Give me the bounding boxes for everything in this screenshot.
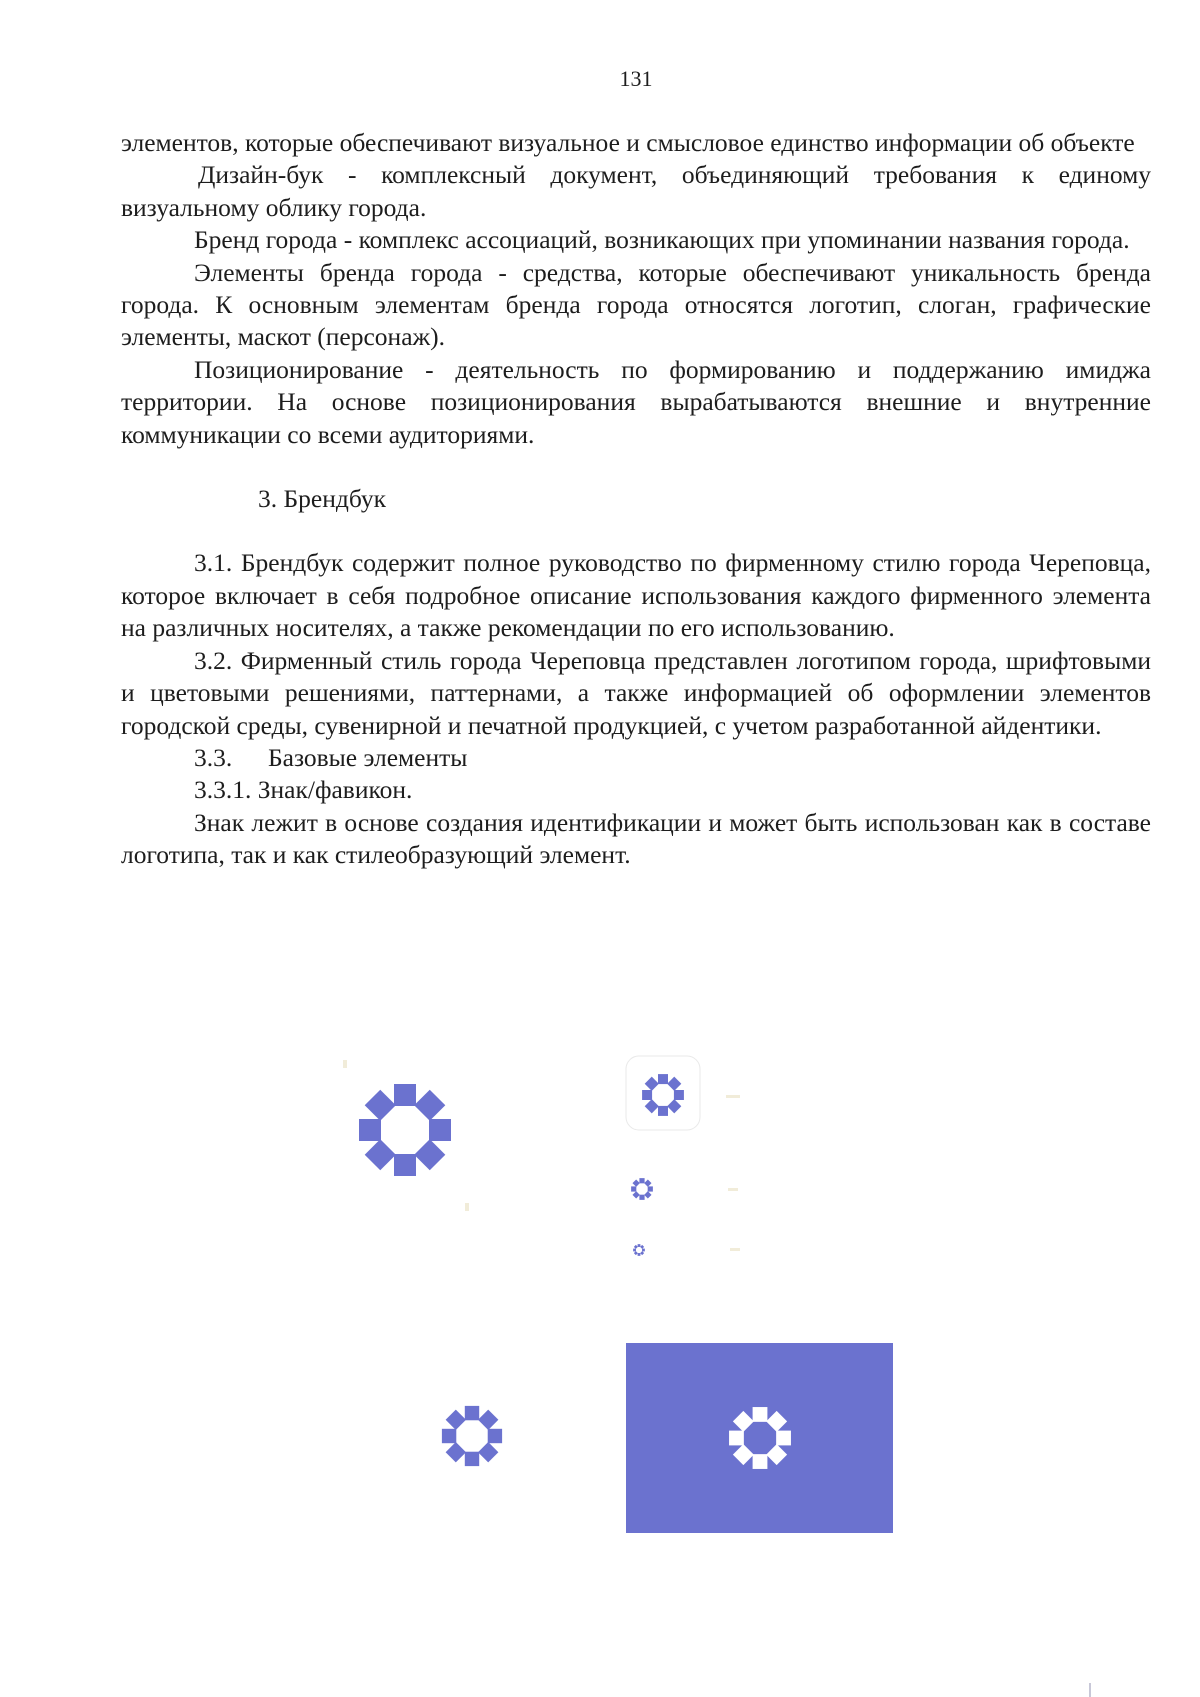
faint-mark [343,1060,347,1068]
sign-square [667,1077,681,1091]
sign-square [753,1407,768,1422]
sign-square [446,1442,466,1462]
sign-square [644,1191,651,1198]
faint-mark [1089,1683,1091,1697]
favicon-sign [638,1070,688,1120]
faint-mark [465,1203,469,1211]
sign-square [634,1251,638,1255]
sign-square [394,1084,416,1106]
sign-square [658,1074,668,1084]
sign-square [648,1186,653,1191]
paragraph: Элементы бренда города - средства, которые обеспечивают уникальность бренда города. К основным элементам бренда города относятся логотип, слоган, графические элементы, маскот (персонаж). [121,257,1151,352]
sign-square [642,1249,645,1252]
paragraph: Бренд города - комплекс ассоциаций, возникающих при упоминании названия города. [194,225,1130,255]
faint-mark [730,1248,740,1251]
sign-square [394,1154,416,1176]
subsection-heading [121,742,1151,774]
sign-square [429,1119,451,1141]
sign-square [766,1411,787,1432]
sign-square [776,1431,791,1446]
sign-square [442,1429,456,1443]
sign-square [674,1090,684,1100]
sign-square [639,1178,644,1183]
favicon-small-icon [632,1243,646,1257]
sign-square [733,1411,754,1432]
subsection-heading: 3.3.1. Знак/фавикон. [194,775,413,805]
sign-square [465,1452,479,1466]
sign-square [359,1119,381,1141]
sign-on-white-icon [436,1400,508,1472]
sign-square [639,1195,644,1200]
sign-large-icon [350,1075,460,1185]
sign-square [667,1099,681,1113]
sign-square [365,1139,396,1170]
sign-square [632,1179,639,1186]
section-title: 3. Брендбук [258,484,386,514]
document-body [121,127,1151,872]
sign-square [414,1139,445,1170]
sign-square [766,1444,787,1465]
sign-square [733,1444,754,1465]
sign-square [658,1106,668,1116]
sign-square [645,1099,659,1113]
sign-square [488,1429,502,1443]
paragraph: 3.1. Брендбук содержит полное руководство по фирменному стилю города Череповца, которое включает в себя подробное описание использования каждого фирменного элемента на различных носителях, а также рекомендации по его использованию. [121,548,1151,643]
subsection-title: Базовые элементы [268,742,468,772]
sign-square [644,1179,651,1186]
faint-mark [728,1188,738,1191]
favicon-medium-icon [629,1176,655,1202]
sign-square [478,1442,498,1462]
sign-square [478,1410,498,1430]
sign-square [638,1253,641,1256]
sign-square [633,1249,636,1252]
page-number: 131 [619,66,653,91]
sign-square [638,1244,641,1247]
sign-square [753,1454,768,1469]
sign-square [640,1251,644,1255]
faint-mark [726,1095,740,1098]
sign-square [365,1090,396,1121]
sign-square [632,1191,639,1198]
favicon-app-icon [625,1055,701,1131]
sign-square [634,1245,638,1249]
paragraph: Позиционирование - деятельность по формированию и поддержанию имиджа территории. На основе позиционирования вырабатываются внешние и внутренние коммуникации со всеми аудиториями. [121,354,1151,449]
sign-square [642,1090,652,1100]
sign-square [640,1245,644,1249]
paragraph: Знак лежит в основе создания идентификации и может быть использован как в составе логотипа, так и как стилеобразующий элемент. [121,807,1151,870]
paragraph: элементов, которые обеспечивают визуальное и смысловое единство информации об объекте [121,128,1135,157]
sign-square [446,1410,466,1430]
sign-on-blue-icon [723,1401,797,1475]
subsection-number: 3.3. [194,742,233,772]
paragraph: 3.2. Фирменный стиль города Череповца представлен логотипом города, шрифтовыми и цветовыми решениями, паттернами, а также информацией об оформлении элементов городской среды, сувенирной и печатной продукцией, с учетом разработанной айдентики. [121,645,1151,740]
sign-square [729,1431,744,1446]
sign-on-blue-panel [626,1343,893,1533]
sign-square [465,1406,479,1420]
sign-square [645,1077,659,1091]
sign-square [414,1090,445,1121]
paragraph: Дизайн-бук - комплексный документ, объединяющий требования к единому визуальному облику города. [121,160,1151,222]
sign-square [631,1186,636,1191]
